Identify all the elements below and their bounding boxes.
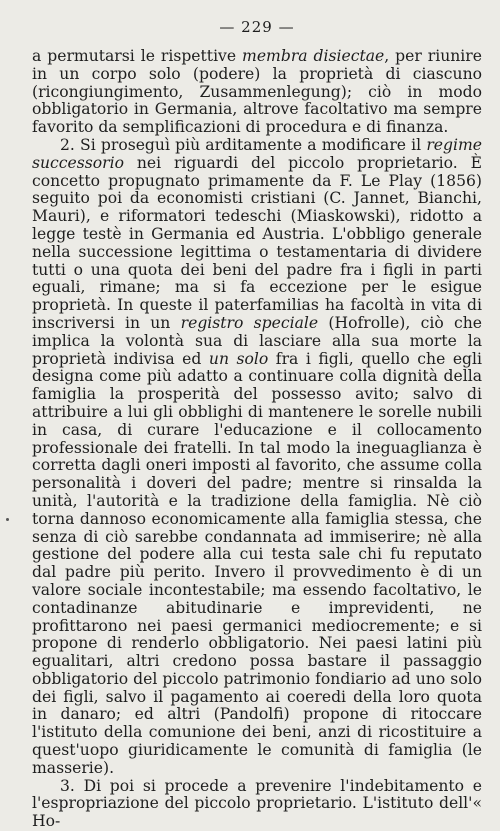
text-run: nei riguardi del piccolo proprietario. È concetto propugnato primamente da F. Le Play (1856) seguito poi da economisti cristiani (C. Jannet, Bianchi, Mauri), e riformatori tedeschi (Miaskowski), ridotto a legge testè in Germania ed Austria. L'obbligo generale nella successione legittima o testamentaria di dividere tutti o una quota dei beni del padre fra i figli in parti eguali, rimane; ma si fa eccezione per le esigue proprietà. In queste il paterfamilias ha facoltà in vita di inscriversi in un — [32, 153, 482, 332]
italic-phrase: regime successorio — [32, 135, 482, 172]
text-run: 3. Di poi si procede a prevenire l'indebitamento e l'espropriazione del piccolo proprietario. L'istituto dell'« Ho- — [32, 776, 482, 831]
paragraph — [32, 778, 482, 831]
print-speck — [6, 518, 9, 521]
italic-phrase: registro speciale — [180, 313, 319, 332]
page-number: — 229 — — [219, 18, 295, 36]
text-run: (Hofrolle), ciò che implica la volontà sua di lasciare alla sua morte la proprietà indivisa ed — [32, 313, 482, 368]
paragraph — [32, 48, 482, 137]
italic-phrase: membra disiectae — [242, 47, 385, 65]
text-run: , per riunire in un corpo solo (podere) la proprietà di ciascuno (ricongiungimento, Zusammenlegung); ciò in modo obbligatorio in Germania, altrove facoltativo ma sempre favorito da semplificazioni di procedura e di finanza. — [32, 47, 482, 137]
paragraph — [32, 137, 482, 778]
text-run: a permutarsi le rispettive — [32, 47, 243, 65]
italic-phrase: un solo — [208, 349, 269, 368]
text-run: 2. Si proseguì più arditamente a modificare il — [60, 135, 427, 154]
text-run: fra i figli, quello che egli designa come più adatto a continuare colla dignità della famiglia la prosperità del possesso avito; salvo di attribuire a lui gli obblighi di mantenere le sorelle nubili in casa, di curare l'educazione e il collocamento professionale dei fratelli. In tal modo la ineguaglianza è corretta dagli oneri imposti al favorito, che assume colla personalità i doveri del padre; mentre si rinsalda la unità, l'autorità e la tradizione della famiglia. Nè ciò torna dannoso economicamente alla famiglia stessa, che senza di ciò sarebbe condannata ad immiserire; nè alla gestione del podere alla cui testa sale chi fu reputato dal padre più perito. Invero il provvedimento è di un valore sociale incontestabile; ma essendo facoltativo, le contadinanze abitudinarie e imprevidenti, ne profittarono nei paesi germanici mediocremente; e si propone di renderlo obbligatorio. Nei paesi latini più egualitari, altri credono possa bastare il passaggio obbligatorio del piccolo patrimonio fondiario ad uno solo dei figli, salvo il pagamento ai coeredi della loro quota in danaro; ed altri (Pandolfi) propone di ritoccare l'istituto della comunione dei beni, anzi di ricostituire a quest'uopo giuridicamente le comunità di famiglia (le masserie). — [32, 349, 483, 777]
body-text — [32, 48, 482, 831]
